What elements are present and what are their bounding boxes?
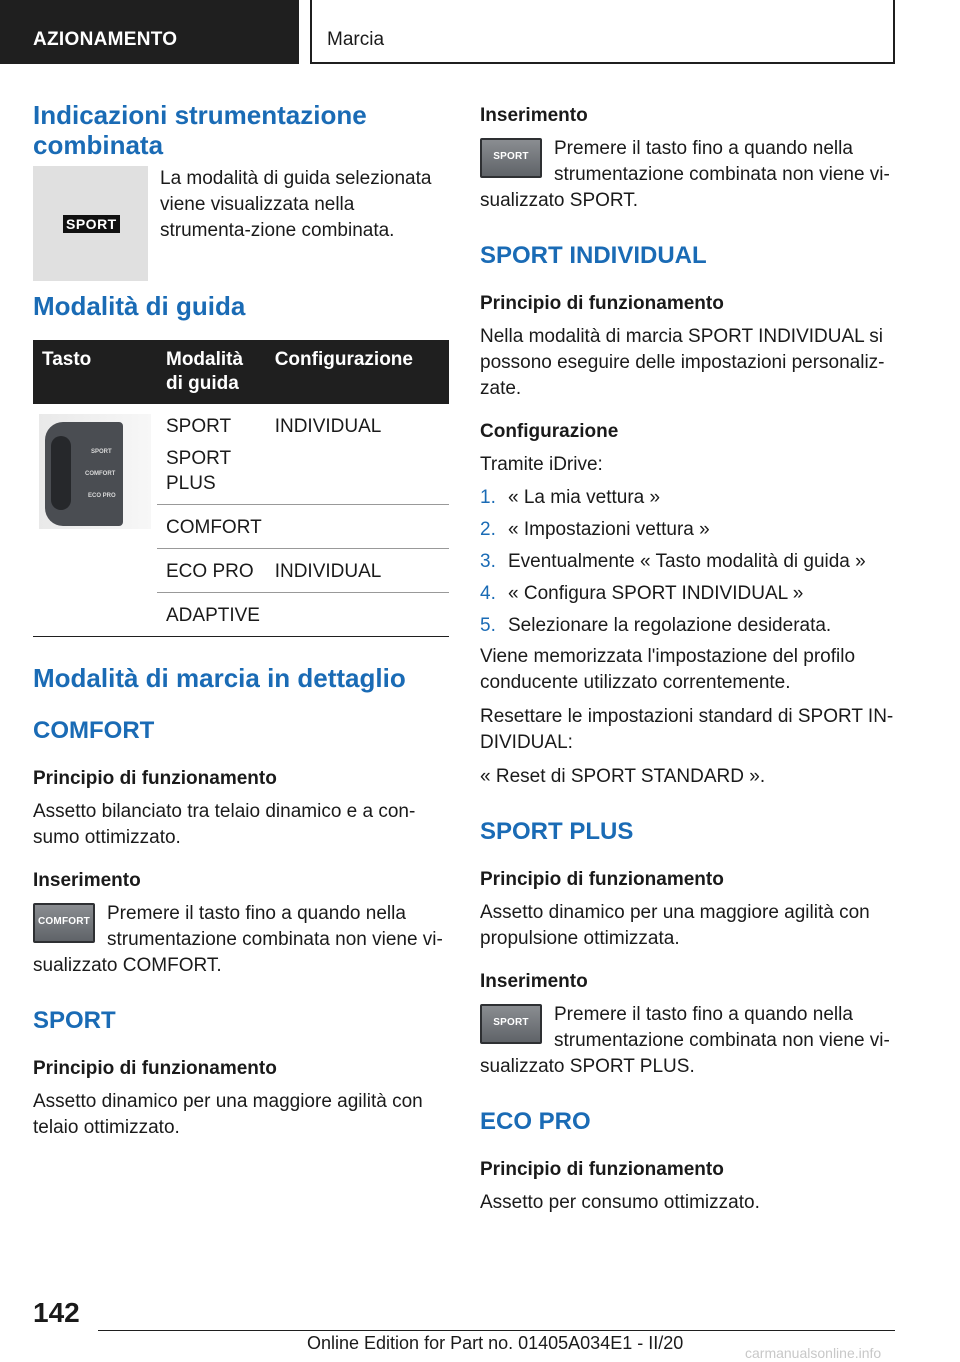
step-text: Eventualmente « Tasto modalità di guida » [508, 551, 866, 572]
footer-divider [98, 1330, 895, 1331]
step-text: « Impostazioni vettura » [508, 519, 710, 540]
table-cell [266, 593, 449, 637]
sport-button-image [480, 138, 542, 178]
sport-insert-heading: Inserimento [480, 105, 588, 126]
rocker-switch [51, 436, 71, 510]
button-label: ECO PRO [88, 493, 116, 499]
comfort-insert-heading: Inserimento [33, 870, 141, 891]
page-number: 142 [33, 1297, 80, 1328]
table-header: Configurazione [266, 340, 449, 404]
step-number: 1. [480, 487, 496, 508]
sport-plus-heading: SPORT PLUS [480, 818, 634, 845]
sport-plus-insert-heading: Inserimento [480, 971, 588, 992]
mode-sport: SPORT [166, 416, 232, 437]
sport-plus-insert-text: Premere il tasto fino a quando nella strumentazione combinata non viene vi-sualizzato SPORT PLUS. [480, 1004, 890, 1077]
section-tab [0, 0, 299, 64]
comfort-insert-block [33, 901, 449, 979]
mode-button-image [39, 414, 151, 529]
list-item [480, 610, 896, 642]
individual-heading: SPORT INDIVIDUAL [480, 242, 707, 269]
config-heading: Configurazione [480, 421, 619, 442]
sport-insert-block [480, 136, 896, 214]
table-cell: ADAPTIVE [157, 593, 266, 637]
sport-plus-insert-block [480, 1002, 896, 1080]
list-item [480, 482, 896, 514]
step-number: 4. [480, 583, 496, 604]
reset-note: Resettare le impostazioni standard di SPORT IN-DIVIDUAL: [480, 706, 894, 753]
button-image-cell [33, 404, 157, 637]
table-cell: ECO PRO [157, 549, 266, 593]
comfort-button-label: COMFORT [38, 916, 90, 927]
eco-pro-principle-text: Assetto per consumo ottimizzato. [480, 1192, 760, 1213]
comfort-button-image [33, 903, 95, 943]
sport-plus-button-label: SPORT [493, 1017, 529, 1028]
step-number: 2. [480, 519, 496, 540]
table-cell: INDIVIDUAL [266, 549, 449, 593]
driving-modes-table [33, 340, 449, 637]
table-header: Tasto [33, 340, 157, 404]
sport-heading: SPORT [33, 1007, 116, 1034]
sport-button-label: SPORT [493, 151, 529, 162]
cluster-display-text: La modalità di guida selezionata viene visualizzata nella strumenta-zione combinata. [160, 168, 432, 241]
step-text: « Configura SPORT INDIVIDUAL » [508, 583, 804, 604]
table-cell [266, 505, 449, 549]
step-number: 5. [480, 615, 496, 636]
table-row [33, 404, 449, 505]
section-title: AZIONAMENTO [33, 29, 178, 50]
sport-badge: SPORT [63, 215, 120, 233]
table-cell: INDIVIDUAL [266, 404, 449, 505]
sport-plus-principle-text: Assetto dinamico per una maggiore agilità con propulsione ottimizzata. [480, 902, 870, 949]
table-header: Modalità di guida [157, 340, 266, 404]
comfort-principle-heading: Principio di funzionamento [33, 768, 277, 789]
sport-plus-principle-heading: Principio di funzionamento [480, 869, 724, 890]
sport-principle-text: Assetto dinamico per una maggiore agilità con telaio ottimizzato. [33, 1091, 423, 1138]
list-item [480, 514, 896, 546]
left-column [33, 100, 449, 1141]
chapter-title: Marcia [327, 29, 385, 50]
table-header-row [33, 340, 449, 404]
sport-plus-button-image [480, 1004, 542, 1044]
chapter-tab [310, 0, 895, 64]
individual-principle-text: Nella modalità di marcia SPORT INDIVIDUAL si possono eseguire delle impostazioni personaliz-zate. [480, 326, 885, 399]
step-text: Selezionare la regolazione desiderata. [508, 615, 832, 636]
right-column [480, 104, 896, 1216]
button-label: SPORT [91, 449, 112, 455]
sport-insert-text: Premere il tasto fino a quando nella strumentazione combinata non viene vi-sualizzato SPORT. [480, 138, 890, 211]
watermark: carmanualsonline.info [745, 1345, 882, 1361]
edition-text: Online Edition for Part no. 01405A034E1 - II/20 [307, 1333, 684, 1353]
individual-principle-heading: Principio di funzionamento [480, 293, 724, 314]
cluster-display-image [33, 166, 148, 281]
table-cell [157, 404, 266, 505]
eco-pro-heading: ECO PRO [480, 1108, 591, 1135]
profile-note: Viene memorizzata l'impostazione del profilo conducente utilizzato correntemente. [480, 646, 856, 693]
table-cell: COMFORT [157, 505, 266, 549]
comfort-principle-text: Assetto bilanciato tra telaio dinamico e a con-sumo ottimizzato. [33, 801, 416, 848]
button-label: COMFORT [85, 471, 116, 477]
driving-modes-title: Modalità di guida [33, 291, 246, 321]
reset-command: « Reset di SPORT STANDARD ». [480, 766, 766, 787]
config-steps [480, 482, 896, 642]
config-text: Tramite iDrive: [480, 454, 603, 475]
modes-detail-title: Modalità di marcia in dettaglio [33, 663, 406, 693]
step-number: 3. [480, 551, 496, 572]
mode-sport-plus: SPORT PLUS [166, 448, 231, 494]
eco-pro-principle-heading: Principio di funzionamento [480, 1159, 724, 1180]
sport-principle-heading: Principio di funzionamento [33, 1058, 277, 1079]
list-item [480, 578, 896, 610]
cluster-display-title: Indicazioni strumentazione combinata [33, 100, 367, 160]
comfort-insert-text: Premere il tasto fino a quando nella strumentazione combinata non viene vi-sualizzato COMFORT. [33, 903, 443, 976]
step-text: « La mia vettura » [508, 487, 661, 508]
comfort-heading: COMFORT [33, 717, 155, 744]
list-item [480, 546, 896, 578]
cluster-display-block [33, 166, 449, 289]
